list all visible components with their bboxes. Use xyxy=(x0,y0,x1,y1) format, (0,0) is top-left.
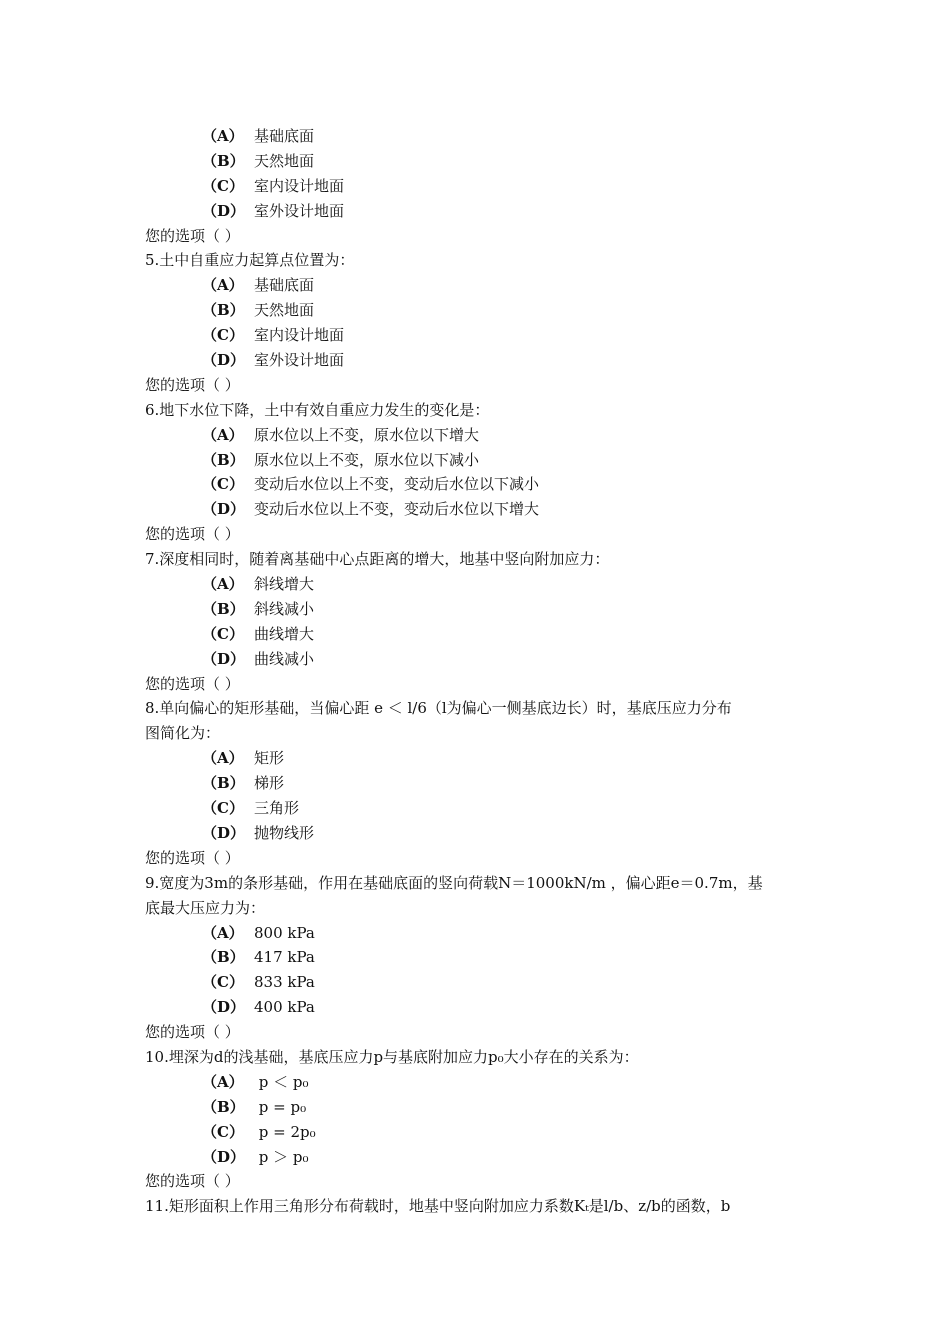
option-line xyxy=(145,273,825,298)
option-letter: （B） xyxy=(202,774,245,793)
option-letter: （A） xyxy=(202,425,244,444)
option-letter: （C） xyxy=(202,624,244,643)
option-letter: （C） xyxy=(202,799,244,818)
option-line xyxy=(145,647,825,672)
option-letter: （B） xyxy=(202,599,245,618)
option-letter: （B） xyxy=(202,301,245,320)
option-line xyxy=(145,572,825,597)
option-letter: （C） xyxy=(202,973,244,992)
option-text: 基础底面 xyxy=(254,276,315,295)
option-line xyxy=(145,423,825,448)
option-text: 原水位以上不变，原水位以下减小 xyxy=(254,450,480,469)
answer-prompt: 您的选项（ ） xyxy=(145,226,240,245)
option-line xyxy=(145,945,825,970)
option-letter: （D） xyxy=(202,500,246,519)
option-text: 斜线增大 xyxy=(254,575,315,594)
option-text: 400 kPa xyxy=(254,998,315,1017)
option-text: 曲线增大 xyxy=(254,624,315,643)
option-letter: （C） xyxy=(202,326,244,345)
option-line xyxy=(145,1095,825,1120)
option-line xyxy=(145,323,825,348)
option-letter: （D） xyxy=(202,351,246,370)
option-line xyxy=(145,1070,825,1095)
answer-prompt: 您的选项（ ） xyxy=(145,1023,240,1042)
option-letter: （A） xyxy=(202,923,244,942)
option-line xyxy=(145,796,825,821)
option-letter: （B） xyxy=(202,450,245,469)
option-text: 基础底面 xyxy=(254,127,315,145)
option-line xyxy=(145,448,825,473)
option-letter: （D） xyxy=(202,823,246,842)
option-line xyxy=(145,746,825,771)
option-text: 抛物线形 xyxy=(254,823,315,842)
option-letter: （C） xyxy=(202,1122,244,1141)
option-letter: （B） xyxy=(202,948,245,967)
question-text: 8.单向偏心的矩形基础，当偏心距 e ＜ l/6（l为偏心一侧基底边长）时，基底压应力分布 xyxy=(145,699,732,718)
question-text: 6.地下水位下降，土中有效自重应力发生的变化是： xyxy=(145,400,490,419)
option-text: p = p₀ xyxy=(254,1097,307,1116)
option-text: 曲线减小 xyxy=(254,649,315,668)
option-line xyxy=(145,298,825,323)
option-line xyxy=(145,497,825,522)
option-text: 800 kPa xyxy=(254,923,315,942)
option-text: 梯形 xyxy=(254,774,285,793)
question-text-continued: 图简化为： xyxy=(145,724,221,743)
option-line xyxy=(145,597,825,622)
option-letter: （C） xyxy=(202,176,244,195)
option-text: p = 2p₀ xyxy=(254,1122,316,1141)
option-line xyxy=(145,821,825,846)
option-text: 417 kPa xyxy=(254,948,315,967)
option-text: 矩形 xyxy=(254,749,285,768)
option-line xyxy=(145,1120,825,1145)
question-text: 11.矩形面积上作用三角形分布荷载时，地基中竖向附加应力系数Kₜ是l/b、z/b的函数，b xyxy=(145,1197,731,1216)
option-letter: （D） xyxy=(202,998,246,1017)
option-text: 斜线减小 xyxy=(254,599,315,618)
option-text: p ＞ p₀ xyxy=(254,1147,309,1166)
option-letter: （A） xyxy=(202,575,244,594)
option-letter: （D） xyxy=(202,649,246,668)
option-text: 原水位以上不变，原水位以下增大 xyxy=(254,425,480,444)
option-text: 变动后水位以上不变，变动后水位以下减小 xyxy=(254,475,540,494)
option-text: 天然地面 xyxy=(254,151,315,170)
option-text: 三角形 xyxy=(254,799,300,818)
option-line xyxy=(145,771,825,796)
option-text: 室内设计地面 xyxy=(254,176,345,195)
answer-prompt: 您的选项（ ） xyxy=(145,1172,240,1191)
option-text: p ＜ p₀ xyxy=(254,1072,309,1091)
question-text: 7.深度相同时，随着离基础中心点距离的增大，地基中竖向附加应力： xyxy=(145,550,610,569)
option-text: 833 kPa xyxy=(254,973,315,992)
option-line xyxy=(145,970,825,995)
option-letter: （C） xyxy=(202,475,244,494)
option-line xyxy=(145,921,825,946)
option-text: 室内设计地面 xyxy=(254,326,345,345)
option-letter: （A） xyxy=(202,749,244,768)
question-text: 9.宽度为3m的条形基础，作用在基础底面的竖向荷载N＝1000kN/m ，偏心距e＝0.7m，基 xyxy=(145,873,763,892)
answer-prompt: 您的选项（ ） xyxy=(145,674,240,693)
question-text: 10.埋深为d的浅基础，基底压应力p与基底附加应力p₀大小存在的关系为： xyxy=(145,1047,639,1066)
option-text: 室外设计地面 xyxy=(254,351,345,370)
option-line xyxy=(145,995,825,1020)
option-line xyxy=(145,199,825,224)
option-text: 变动后水位以上不变，变动后水位以下增大 xyxy=(254,500,540,519)
option-line xyxy=(145,174,825,199)
answer-prompt: 您的选项（ ） xyxy=(145,375,240,394)
question-text-continued: 底最大压应力为： xyxy=(145,898,266,917)
option-letter: （B） xyxy=(202,151,245,170)
option-line xyxy=(145,1145,825,1170)
option-line xyxy=(145,149,825,174)
option-letter: （D） xyxy=(202,201,246,220)
option-text: 天然地面 xyxy=(254,301,315,320)
option-line xyxy=(145,622,825,647)
option-line xyxy=(145,348,825,373)
question-list xyxy=(145,124,825,1219)
option-letter: （A） xyxy=(202,1072,244,1091)
answer-prompt: 您的选项（ ） xyxy=(145,525,240,544)
option-line xyxy=(145,124,825,149)
answer-prompt: 您的选项（ ） xyxy=(145,848,240,867)
question-text: 5.土中自重应力起算点位置为： xyxy=(145,251,355,270)
option-letter: （B） xyxy=(202,1097,245,1116)
option-letter: （D） xyxy=(202,1147,246,1166)
option-line xyxy=(145,472,825,497)
option-text: 室外设计地面 xyxy=(254,201,345,220)
option-letter: （A） xyxy=(202,276,244,295)
option-letter: （A） xyxy=(202,127,244,145)
